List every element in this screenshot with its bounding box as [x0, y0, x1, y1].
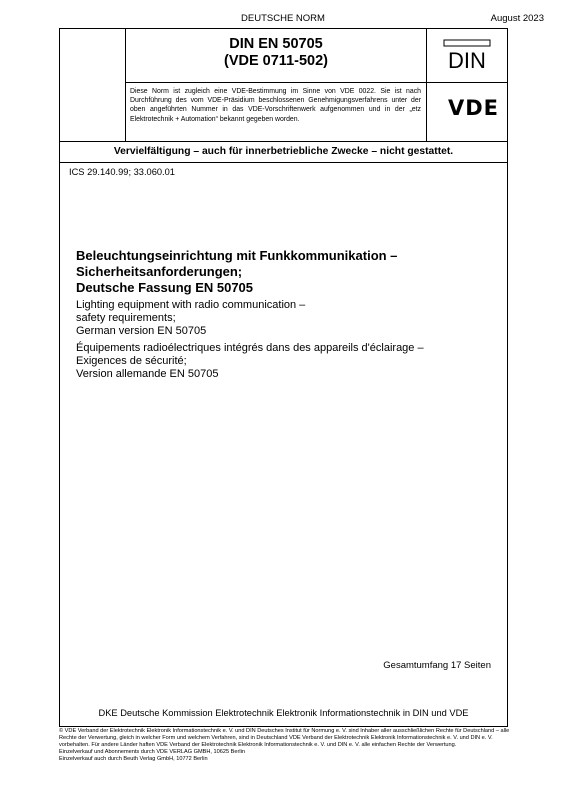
logo-cell — [426, 29, 507, 141]
vde-logo-icon: VDE — [447, 96, 499, 120]
divider — [125, 82, 427, 83]
ics-code: ICS 29.140.99; 33.060.01 — [69, 167, 175, 177]
copyright-text: © VDE Verband der Elektrotechnik Elektronik Informationstechnik e. V. und DIN Deutsches Institut für Normung e. V. sind Inhaber aller ausschließlichen Rechte für Deutschland – alle Rechte der Verwertung, gleich in welcher Form und welchem Verfahren, sind in Deutschland VDE Verband der Elektrotechnik Elektronik Informationstechnik e. V. und DIN e. V. vorbehalten. Für andere Länder haften VDE Verband der Elektrotechnik Elektronik Informationstechnik e. V. und DIN e. V. alle einfachen Rechte der Verwertung. — [59, 728, 510, 748]
vde-note: Diese Norm ist zugleich eine VDE-Bestimmung im Sinne von VDE 0022. Sie ist nach Durchführung des vom VDE-Präsidium beschlossenen Genehmigungsverfahrens unter der oben angeführten Nummer in das VDE-Vorschriftenwerk aufgenommen und in der „etz Elektrotechnik + Automation“ bekannt gegeben worden. — [130, 88, 421, 123]
din-logo-icon — [443, 39, 491, 71]
document-number — [125, 36, 427, 70]
main-content — [59, 141, 508, 727]
logo-divider — [427, 82, 507, 83]
left-empty-cell — [60, 29, 126, 141]
title-english: Lighting equipment with radio communication – safety requirements; German version EN 50705 — [76, 299, 306, 337]
sales-beuth: Einzelverkauf auch durch Beuth Verlag GmbH, 10772 Berlin — [59, 756, 208, 762]
title-block — [59, 28, 508, 142]
title-german: Beleuchtungseinrichtung mit Funkkommunikation – Sicherheitsanforderungen; Deutsche Fassung EN 50705 — [76, 248, 398, 295]
din-number: DIN EN 50705 — [229, 36, 323, 52]
norm-type-header: DEUTSCHE NORM — [241, 13, 325, 24]
copy-notice: Vervielfältigung – auch für innerbetriebliche Zwecke – nicht gestattet. — [113, 146, 454, 157]
copyright-footer — [59, 728, 524, 763]
svg-text:DIN: DIN — [448, 48, 486, 71]
vde-number: (VDE 0711-502) — [224, 53, 328, 69]
committee-line: DKE Deutsche Kommission Elektrotechnik Elektronik Informationstechnik in DIN und VDE — [98, 708, 469, 718]
title-french: Équipements radioélectriques intégrés dans des appareils d'éclairage – Exigences de sécurité; Version allemande EN 50705 — [76, 342, 424, 380]
sales-vde: Einzelverkauf und Abonnements durch VDE VERLAG GMBH, 10625 Berlin — [59, 749, 245, 755]
publication-date: August 2023 — [490, 13, 544, 24]
total-pages: Gesamtumfang 17 Seiten — [383, 660, 491, 671]
divider — [60, 162, 507, 163]
